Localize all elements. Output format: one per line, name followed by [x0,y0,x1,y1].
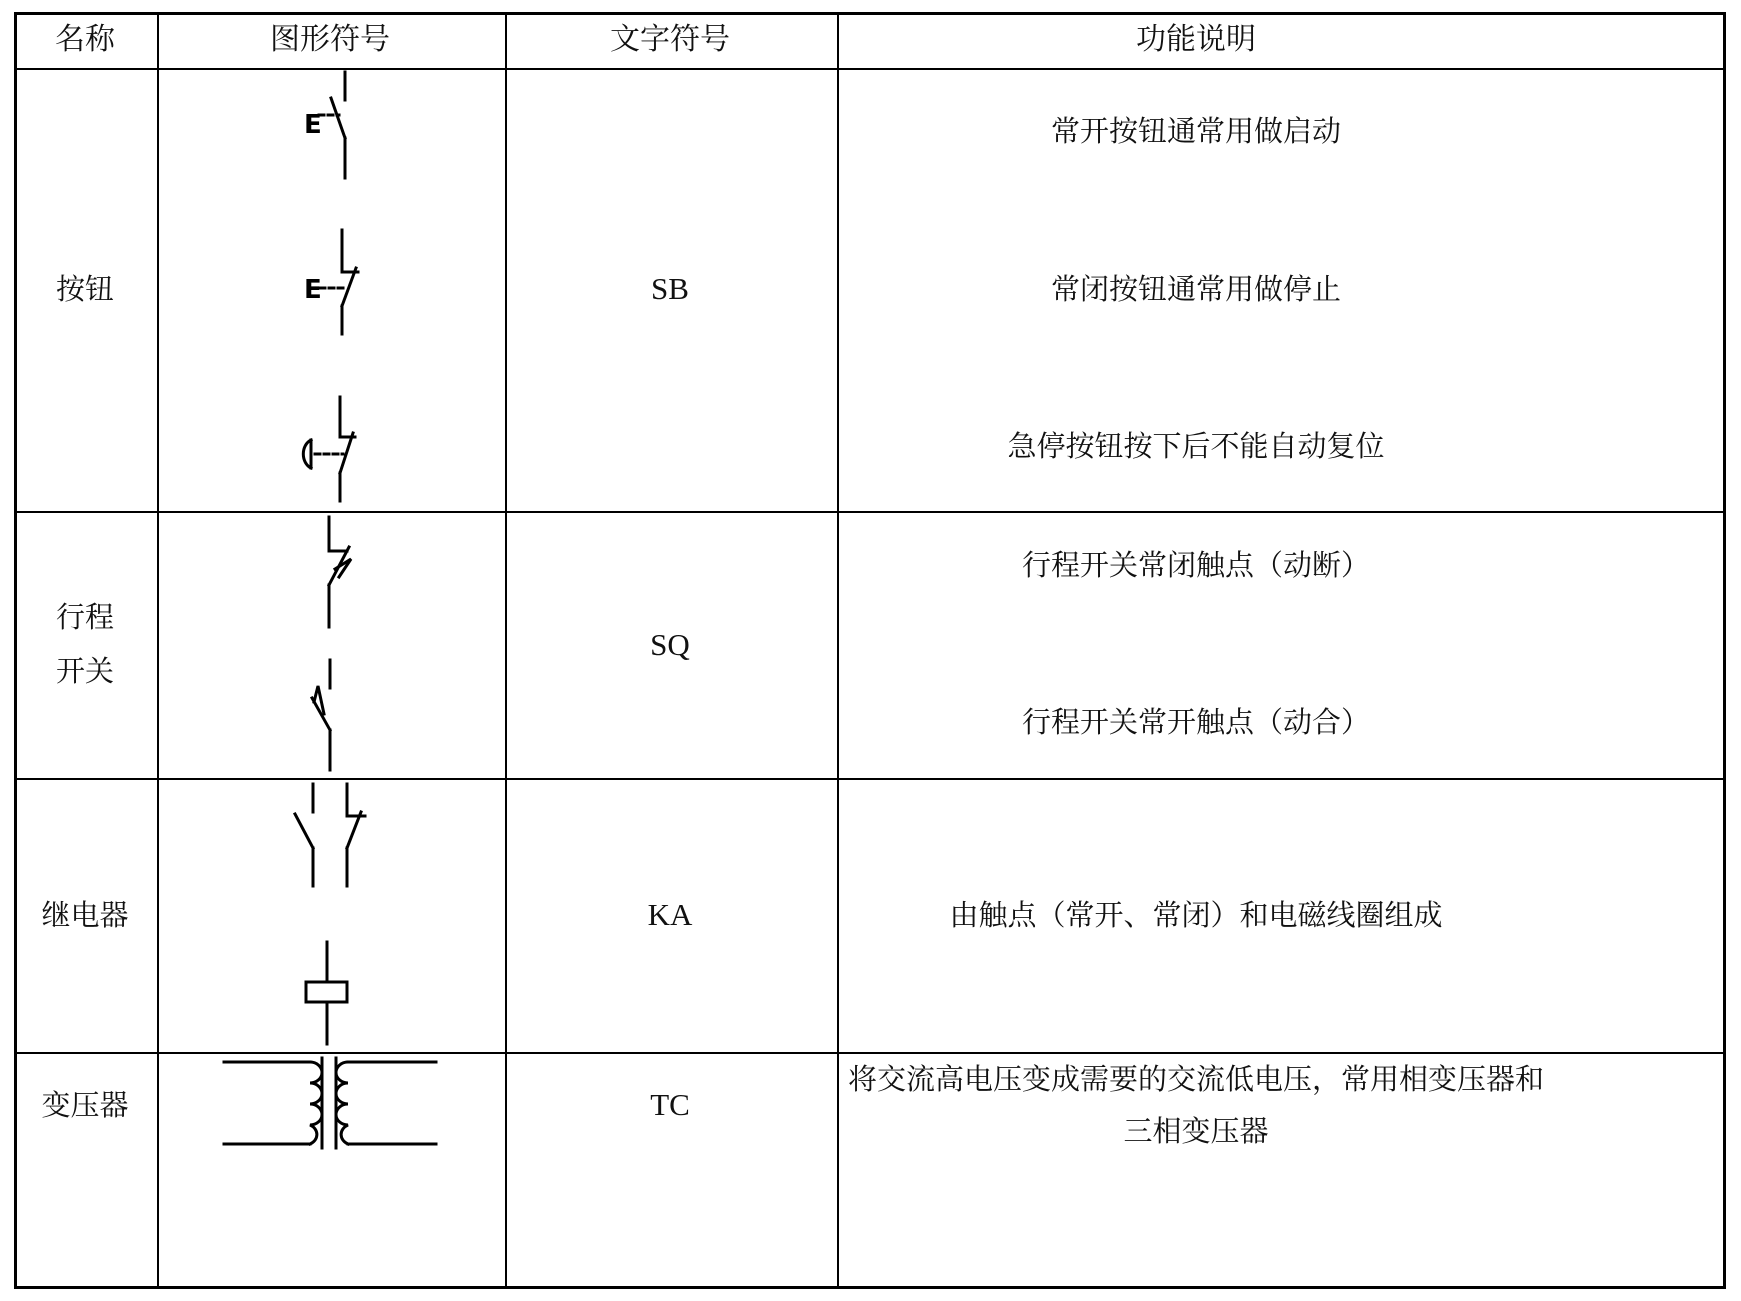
row-name-transformer: 变压器 [41,1088,129,1122]
svg-text:E: E [304,110,322,140]
relay-contacts-icon [285,782,380,890]
row-divider [17,511,1723,513]
limit-switch-nc-icon [305,515,365,630]
function-transformer-line2: 三相变压器 [1123,1114,1269,1148]
column-divider [157,15,159,1286]
row-divider [17,778,1723,780]
function-nc-button: 常闭按钮通常用做停止 [1050,272,1342,306]
normally-open-button-icon [295,70,365,182]
header-symbol: 图形符号 [270,22,390,57]
function-limit-no: 行程开关常开触点（动合） [1021,705,1371,739]
header-name: 名称 [55,22,115,57]
function-transformer-line1: 将交流高电压变成需要的交流低电压，常用相变压器和 [847,1062,1545,1096]
row-name-relay: 继电器 [41,898,129,932]
function-relay: 由触点（常开、常闭）和电磁线圈组成 [949,898,1443,932]
function-limit-nc: 行程开关常闭触点（动断） [1021,548,1371,582]
header-letter: 文字符号 [610,22,730,57]
row-letter-tc: TC [650,1087,690,1122]
row-name-limit-switch-2: 开关 [55,654,115,688]
row-letter-sq: SQ [650,627,690,662]
row-divider [17,1052,1723,1054]
row-letter-ka: KA [647,897,693,932]
limit-switch-no-icon [300,658,360,773]
svg-text:E: E [304,275,322,305]
column-divider [505,15,507,1286]
normally-closed-button-icon [300,228,370,338]
relay-coil-icon [300,940,360,1050]
row-letter-sb: SB [651,271,689,306]
header-function: 功能说明 [1136,22,1256,57]
header-divider [17,68,1723,70]
emergency-stop-icon [295,395,370,505]
transformer-icon [222,1056,442,1151]
column-divider [837,15,839,1286]
function-estop-button: 急停按钮按下后不能自动复位 [1007,429,1385,463]
function-no-button: 常开按钮通常用做启动 [1050,114,1342,148]
row-name-button: 按钮 [55,272,115,306]
row-name-limit-switch-1: 行程 [55,600,115,634]
